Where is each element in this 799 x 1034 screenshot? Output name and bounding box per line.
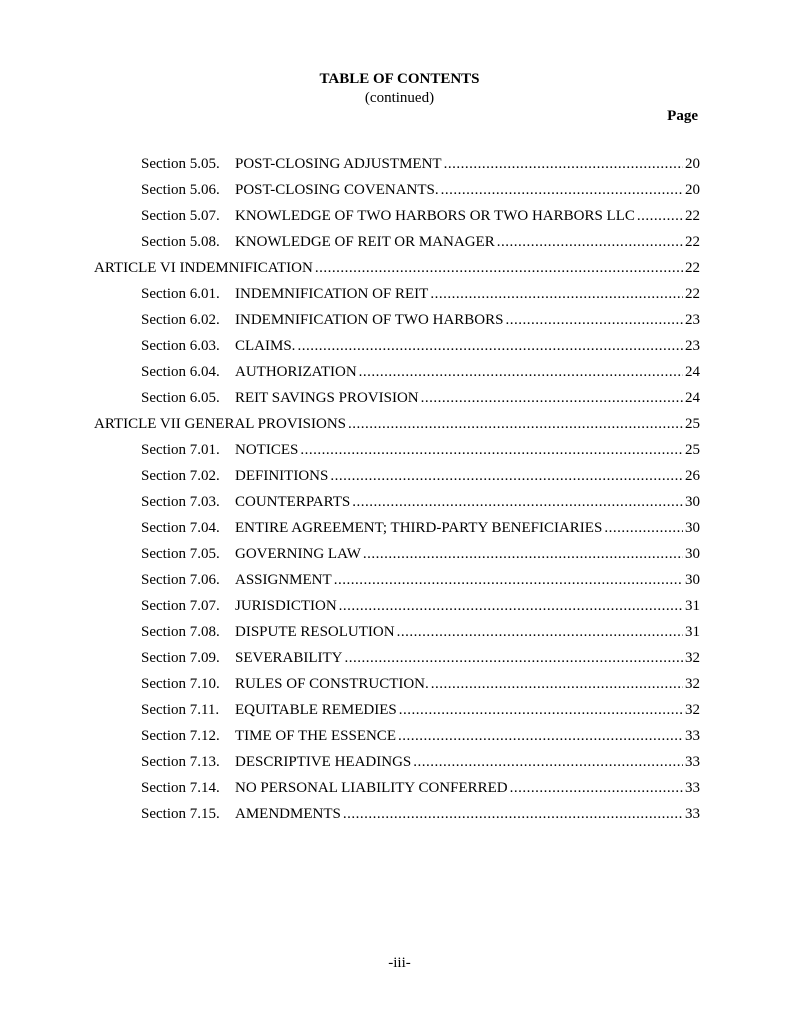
toc-section-entry[interactable] [141, 697, 700, 723]
entry-title: KNOWLEDGE OF REIT OR MANAGER [235, 234, 495, 250]
toc-article-entry[interactable] [94, 411, 700, 437]
section-number: Section 7.01. [141, 442, 220, 458]
entry-page-number: 33 [685, 754, 700, 770]
entry-page-number: 22 [685, 234, 700, 250]
section-number: Section 6.01. [141, 286, 220, 302]
toc-section-entry[interactable] [141, 723, 700, 749]
section-number: Section 7.12. [141, 728, 220, 744]
entry-page-number: 22 [685, 286, 700, 302]
entry-title: ASSIGNMENT [235, 572, 332, 588]
toc-section-entry[interactable] [141, 385, 700, 411]
entry-page-number: 30 [685, 572, 700, 588]
toc-section-entry[interactable] [141, 567, 700, 593]
toc-section-entry[interactable] [141, 541, 700, 567]
dot-leader [300, 437, 683, 463]
toc-section-entry[interactable] [141, 281, 700, 307]
entry-title: REIT SAVINGS PROVISION [235, 390, 419, 406]
entry-page-number: 30 [685, 520, 700, 536]
dot-leader [399, 697, 683, 723]
toc-section-entry[interactable] [141, 489, 700, 515]
entry-page-number: 22 [685, 260, 700, 276]
toc-section-entry[interactable] [141, 775, 700, 801]
entry-title: NO PERSONAL LIABILITY CONFERRED [235, 780, 508, 796]
entry-page-number: 26 [685, 468, 700, 484]
section-number: Section 7.14. [141, 780, 220, 796]
dot-leader [604, 515, 683, 541]
dot-leader [430, 281, 683, 307]
section-number: Section 7.15. [141, 806, 220, 822]
dot-leader [339, 593, 683, 619]
entry-page-number: 30 [685, 494, 700, 510]
section-number: Section 5.05. [141, 156, 220, 172]
entry-title: EQUITABLE REMEDIES [235, 702, 397, 718]
entry-page-number: 30 [685, 546, 700, 562]
entry-title: GOVERNING LAW [235, 546, 361, 562]
section-number: Section 7.04. [141, 520, 220, 536]
entry-page-number: 31 [685, 624, 700, 640]
dot-leader [330, 463, 683, 489]
toc-section-entry[interactable] [141, 463, 700, 489]
toc-section-entry[interactable] [141, 749, 700, 775]
dot-leader [637, 203, 683, 229]
section-number: Section 7.05. [141, 546, 220, 562]
section-number: Section 7.10. [141, 676, 220, 692]
section-number: Section 5.08. [141, 234, 220, 250]
entry-title: AMENDMENTS [235, 806, 341, 822]
section-number: Section 7.02. [141, 468, 220, 484]
entry-title: COUNTERPARTS [235, 494, 351, 510]
entry-page-number: 23 [685, 312, 700, 328]
entry-page-number: 31 [685, 598, 700, 614]
toc-section-entry[interactable] [141, 229, 700, 255]
entry-title: JURISDICTION [235, 598, 337, 614]
section-number: Section 6.02. [141, 312, 220, 328]
toc-section-entry[interactable] [141, 593, 700, 619]
dot-leader [348, 411, 683, 437]
toc-article-entry[interactable] [94, 255, 700, 281]
entry-title: KNOWLEDGE OF TWO HARBORS OR TWO HARBORS LLC [235, 208, 635, 224]
dot-leader [510, 775, 683, 801]
dot-leader [297, 333, 683, 359]
entry-title: RULES OF CONSTRUCTION. [235, 676, 429, 692]
page-number-footer: -iii- [388, 955, 411, 971]
entry-title: DEFINITIONS [235, 468, 329, 484]
entry-title: CLAIMS. [235, 338, 296, 354]
toc-section-entry[interactable] [141, 671, 700, 697]
toc-section-entry[interactable] [141, 203, 700, 229]
toc-section-entry[interactable] [141, 437, 700, 463]
dot-leader [343, 801, 683, 827]
section-number: Section 7.08. [141, 624, 220, 640]
entry-page-number: 24 [685, 390, 700, 406]
entry-title: ARTICLE VI INDEMNIFICATION [94, 260, 313, 276]
entry-page-number: 33 [685, 806, 700, 822]
dot-leader [497, 229, 683, 255]
section-number: Section 6.05. [141, 390, 220, 406]
entry-title: DISPUTE RESOLUTION [235, 624, 395, 640]
toc-section-entry[interactable] [141, 515, 700, 541]
entry-page-number: 23 [685, 338, 700, 354]
dot-leader [398, 723, 683, 749]
dot-leader [345, 645, 684, 671]
entry-title: POST-CLOSING COVENANTS. [235, 182, 439, 198]
toc-section-entry[interactable] [141, 307, 700, 333]
dot-leader [431, 671, 683, 697]
entry-page-number: 25 [685, 442, 700, 458]
entry-page-number: 32 [685, 650, 700, 666]
dot-leader [421, 385, 683, 411]
section-number: Section 7.06. [141, 572, 220, 588]
entry-title: ARTICLE VII GENERAL PROVISIONS [94, 416, 347, 432]
toc-section-entry[interactable] [141, 151, 700, 177]
section-number: Section 5.07. [141, 208, 220, 224]
entry-title: DESCRIPTIVE HEADINGS [235, 754, 412, 770]
section-number: Section 6.03. [141, 338, 220, 354]
toc-section-entry[interactable] [141, 359, 700, 385]
section-number: Section 7.03. [141, 494, 220, 510]
dot-leader [359, 359, 683, 385]
dot-leader [315, 255, 683, 281]
entry-title: POST-CLOSING ADJUSTMENT [235, 156, 442, 172]
entry-title: NOTICES [235, 442, 299, 458]
toc-section-entry[interactable] [141, 333, 700, 359]
toc-section-entry[interactable] [141, 645, 700, 671]
entry-title: SEVERABILITY [235, 650, 343, 666]
entry-title: ENTIRE AGREEMENT; THIRD-PARTY BENEFICIARIES [235, 520, 603, 536]
section-number: Section 5.06. [141, 182, 220, 198]
section-number: Section 7.11. [141, 702, 220, 718]
entry-title: INDEMNIFICATION OF REIT [235, 286, 429, 302]
entry-title: AUTHORIZATION [235, 364, 357, 380]
toc-section-entry[interactable] [141, 801, 700, 827]
entry-page-number: 32 [685, 676, 700, 692]
page-column-label: Page [667, 108, 698, 124]
entry-page-number: 20 [685, 182, 700, 198]
toc-subtitle: (continued) [364, 90, 435, 106]
section-number: Section 7.09. [141, 650, 220, 666]
entry-page-number: 33 [685, 780, 700, 796]
dot-leader [334, 567, 683, 593]
toc-section-entry[interactable] [141, 177, 700, 203]
dot-leader [413, 749, 683, 775]
entry-page-number: 24 [685, 364, 700, 380]
entry-title: INDEMNIFICATION OF TWO HARBORS [235, 312, 504, 328]
entry-page-number: 32 [685, 702, 700, 718]
dot-leader [352, 489, 683, 515]
entry-page-number: 25 [685, 416, 700, 432]
dot-leader [505, 307, 683, 333]
section-number: Section 7.07. [141, 598, 220, 614]
dot-leader [363, 541, 683, 567]
entry-page-number: 20 [685, 156, 700, 172]
entry-page-number: 22 [685, 208, 700, 224]
dot-leader [397, 619, 683, 645]
entry-title: TIME OF THE ESSENCE [235, 728, 396, 744]
entry-page-number: 33 [685, 728, 700, 744]
toc-section-entry[interactable] [141, 619, 700, 645]
dot-leader [444, 151, 683, 177]
section-number: Section 6.04. [141, 364, 220, 380]
dot-leader [441, 177, 683, 203]
toc-title: TABLE OF CONTENTS [319, 71, 480, 87]
section-number: Section 7.13. [141, 754, 220, 770]
